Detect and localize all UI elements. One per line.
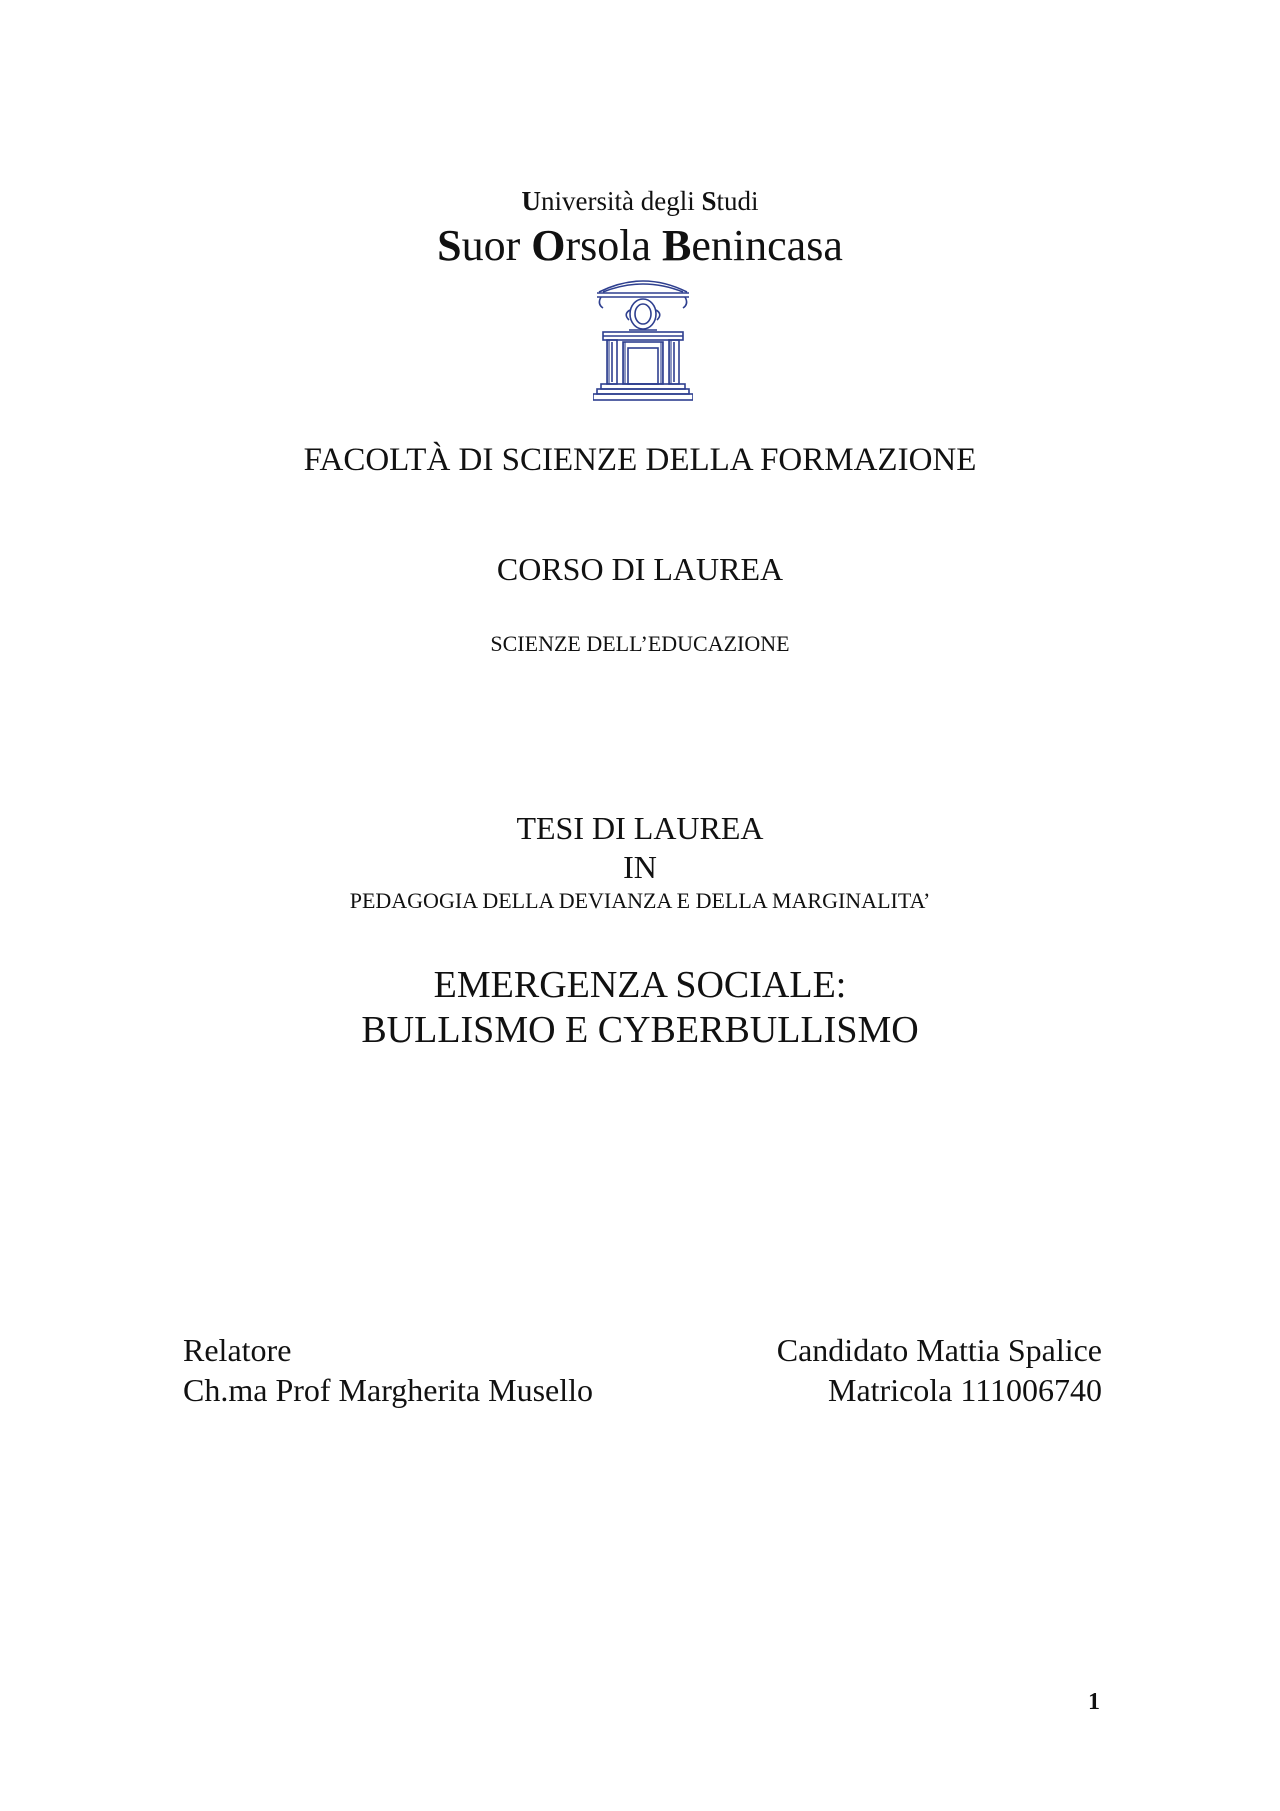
university-word1-rest: niversità degli [540,186,702,216]
university-name-part-rsola: rsola [565,221,663,270]
candidate-block [777,1330,1102,1410]
supervisor-name: Ch.ma Prof Margherita Musello [183,1372,594,1408]
candidate-student-number: Matricola 111006740 [827,1372,1102,1408]
thesis-title-line2: BULLISMO E CYBERBULLISMO [361,1009,919,1051]
course-name: SCIENZE DELL’EDUCAZIONE [490,631,790,656]
supervisor-block [183,1330,593,1410]
university-name-initial-b: B [662,221,692,270]
university-name-initial-o: O [531,221,566,270]
university-name-part-enincasa: enincasa [691,221,843,270]
university-name-line2 [0,218,1280,274]
university-name-line1 [0,184,1280,218]
thesis-label-in: IN [623,849,657,885]
university-name-part-uor: uor [461,221,532,270]
university-name-initial-s: S [437,221,462,270]
course-label: CORSO DI LAUREA [496,551,784,587]
candidate-name: Candidato Mattia Spalice [776,1332,1102,1368]
thesis-title-line1: EMERGENZA SOCIALE: [433,964,847,1006]
thesis-label: TESI DI LAUREA [516,810,764,846]
university-word2-rest: tudi [716,186,759,216]
university-building-seal-icon [593,274,693,402]
university-word2-initial: S [701,186,717,216]
university-word1-initial: U [521,186,541,216]
faculty-name: FACOLTÀ DI SCIENZE DELLA FORMAZIONE [303,442,977,478]
page-number: 1 [1088,1689,1100,1715]
thesis-subject: PEDAGOGIA DELLA DEVIANZA E DELLA MARGINALITA’ [349,888,931,913]
supervisor-label: Relatore [183,1332,292,1368]
